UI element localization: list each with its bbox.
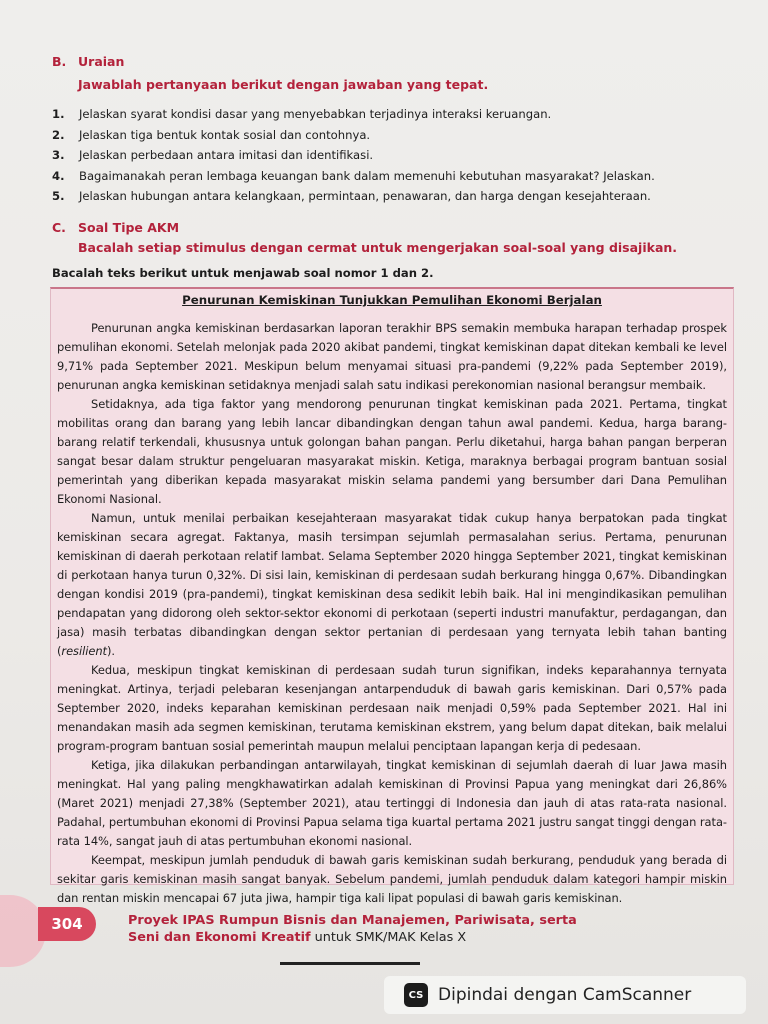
- stimulus-paragraph-5: Ketiga, jika dilakukan perbandingan antarwilayah, tingkat kemiskinan di sejumlah daerah di luar Jawa masih meningkat. Hal yang paling mengkhawatirkan adalah kemiskinan di Provinsi Papua yang meningkat dari 26,86% (Maret 2021) menjadi 27,38% (September 2021), atau tertinggi di Indonesia dan jauh di atas rata-rata nasional. Padahal, pertumbuhan ekonomi di Provinsi Papua selama tiga kuartal pertama 2021 justru sangat tinggi dengan rata-rata 14%, sangat jauh di atas pertumbuhan ekonomi nasional.: [57, 758, 727, 848]
- section-b-letter: B.: [52, 54, 67, 69]
- footer-book-title: [128, 912, 577, 946]
- stimulus-title: Penurunan Kemiskinan Tunjukkan Pemulihan Ekonomi Berjalan: [182, 293, 602, 307]
- section-b-heading: [52, 54, 124, 69]
- list-item: 2. Jelaskan tiga bentuk kontak sosial dan contohnya.: [52, 127, 371, 142]
- resilient-term: resilient: [61, 644, 107, 658]
- stimulus-paragraph-1: Penurunan angka kemiskinan berdasarkan laporan terakhir BPS semakin membuka harapan terhadap prospek pemulihan ekonomi. Setelah melonjak pada 2020 akibat pandemi, tingkat kemiskinan dapat ditekan kembali ke level 9,71% pada September 2021. Meskipun belum menyamai situasi pra-pandemi (9,22% pada September 2019), penurunan angka kemiskinan setidaknya menjadi salah satu indikasi perekonomian nasional berangsur membaik.: [57, 321, 727, 392]
- section-c-instruction: Bacalah setiap stimulus dengan cermat untuk mengerjakan soal-soal yang disajikan.: [78, 240, 678, 255]
- list-item: 4. Bagaimanakah peran lembaga keuangan bank dalam memenuhi kebutuhan masyarakat? Jelaskan.: [52, 168, 655, 183]
- footer-line-1: Proyek IPAS Rumpun Bisnis dan Manajemen, Pariwisata, serta: [128, 913, 577, 928]
- list-item: 3. Jelaskan perbedaan antara imitasi dan identifikasi.: [52, 148, 374, 163]
- section-b-instruction: Jawablah pertanyaan berikut dengan jawaban yang tepat.: [78, 77, 489, 92]
- stimulus-paragraph-3: Namun, untuk menilai perbaikan kesejahteraan masyarakat tidak cukup hanya berpatokan pada tingkat kemiskinan secara agregat. Faktanya, masih tersimpan sejumlah permasalahan serius. Pertama, penurunan kemiskinan di daerah perkotaan relatif lambat. Selama September 2020 hingga September 2021, tingkat kemiskinan di perkotaan hanya turun 0,32%. Di sisi lain, kemiskinan di perdesaan sudah berkurang hingga 0,67%. Dibandingkan dengan kondisi 2019 (pra-pandemi), tingkat kemiskinan desa sedikit lebih baik. Hal ini mengindikasikan pemulihan pendapatan yang didorong oleh sektor-sektor ekonomi di perkotaan (seperti industri manufaktur, perdagangan, dan jasa) masih terbatas dibandingkan dengan sektor pertanian di perdesaan yang ternyata lebih tahan banting (resilient).: [57, 511, 727, 658]
- stimulus-paragraph-2: Setidaknya, ada tiga faktor yang mendorong penurunan tingkat kemiskinan pada 2021. Pertama, tingkat mobilitas orang dan barang yang lebih lancar dibandingkan dengan tahun awal pandemi. Kedua, harga barang-barang relatif terkendali, khususnya untuk golongan bahan pangan. Perlu diketahui, harga bahan pangan berperan sangat besar dalam struktur pengeluaran masyarakat miskin. Ketiga, maraknya berbagai program bantuan sosial pemerintah yang diberikan kepada masyarakat miskin selama pandemi yang bersumber dari Dana Pemulihan Ekonomi Nasional.: [57, 397, 727, 506]
- stimulus-paragraph-4: Kedua, meskipun tingkat kemiskinan di perdesaan sudah turun signifikan, indeks keparahannya ternyata meningkat. Artinya, terjadi pelebaran kesenjangan antarpenduduk di bawah garis kemiskinan. Dari 0,57% pada September 2020, indeks keparahan kemiskinan perdesaan naik menjadi 0,59% pada September 2021. Hal ini menandakan masih ada segmen kemiskinan, terutama kemiskinan ekstrem, yang belum dapat ditekan, baik melalui program-program bantuan sosial pemerintah maupun melalui penciptaan lapangan kerja di pedesaan.: [57, 663, 727, 753]
- section-c-title: Soal Tipe AKM: [78, 220, 180, 235]
- stimulus-paragraph-6: Keempat, meskipun jumlah penduduk di bawah garis kemiskinan sudah berkurang, penduduk yang berada di sekitar garis kemiskinan masih sangat banyak. Sebelum pandemi, jumlah penduduk dalam kategori hampir miskin dan rentan miskin mencapai 67 juta jiwa, hampir tiga kali lipat populasi di bawah garis kemiskinan.: [57, 853, 727, 905]
- section-c-letter: C.: [52, 220, 66, 235]
- list-item: 5. Jelaskan hubungan antara kelangkaan, permintaan, penawaran, dan harga dengan kesejahteraan.: [52, 189, 651, 204]
- stimulus-box: [50, 287, 734, 905]
- camscanner-text: Dipindai dengan CamScanner: [438, 985, 692, 1005]
- list-item: 1. Jelaskan syarat kondisi dasar yang menyebabkan terjadinya interaksi keruangan.: [52, 107, 552, 122]
- page-number-badge: 304: [38, 907, 96, 941]
- footer-divider: [280, 962, 420, 965]
- footer-line-2-rest: untuk SMK/MAK Kelas X: [310, 930, 467, 945]
- footer-line-2-bold: Seni dan Ekonomi Kreatif: [128, 930, 311, 945]
- camscanner-watermark: [384, 976, 746, 1014]
- section-b-title: Uraian: [78, 54, 125, 69]
- read-note: Bacalah teks berikut untuk menjawab soal nomor 1 dan 2.: [52, 266, 434, 280]
- section-c-heading: [52, 220, 179, 235]
- camscanner-logo-icon: CS: [404, 983, 428, 1007]
- question-list: [52, 104, 732, 207]
